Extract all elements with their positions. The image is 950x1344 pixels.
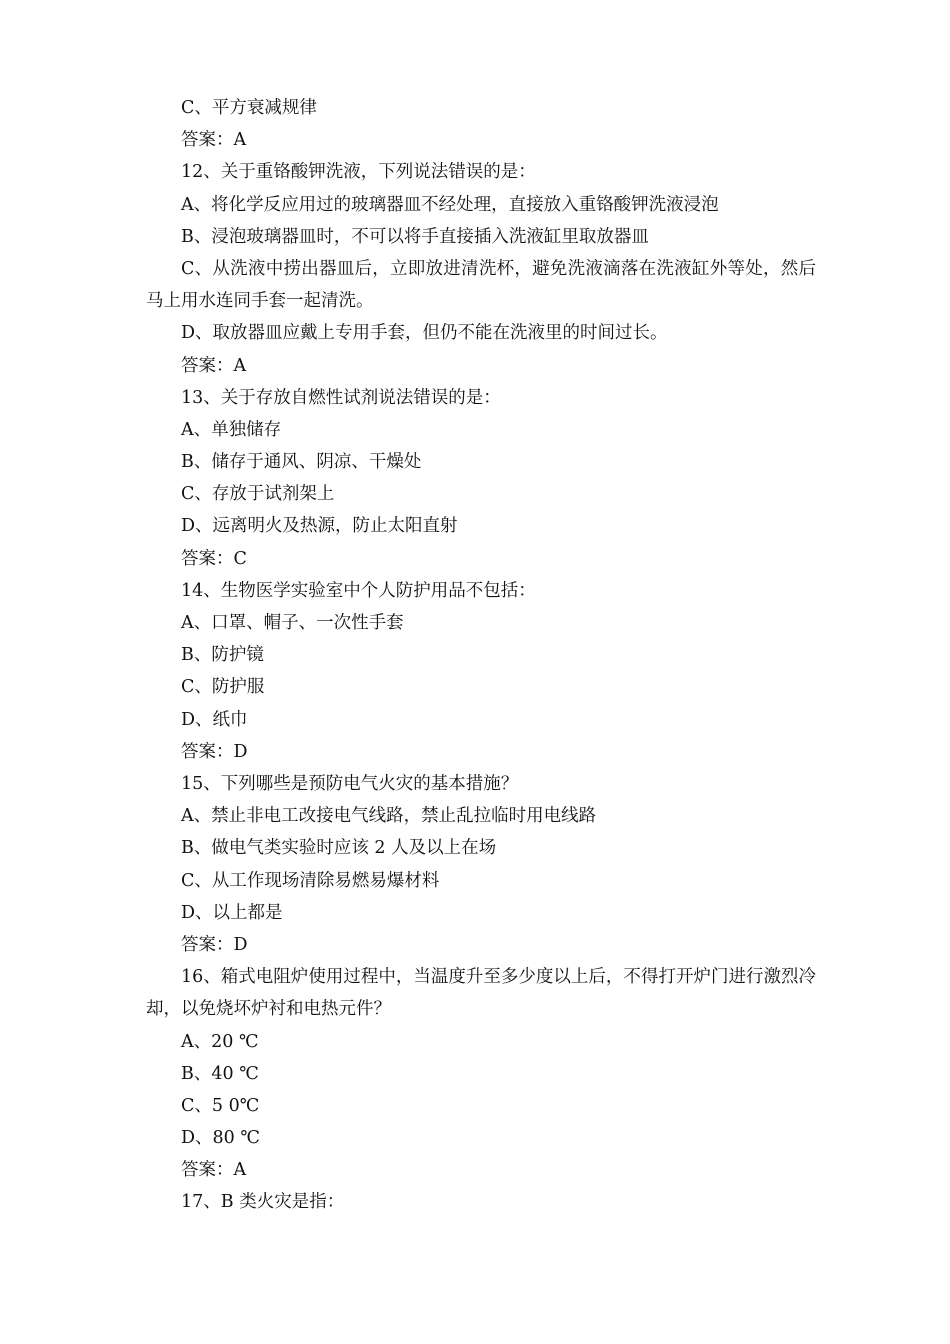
option-line: B、40 ℃ (181, 1063, 259, 1084)
option-line: D、80 ℃ (181, 1128, 260, 1149)
option-line: D、远离明火及热源，防止太阳直射 (181, 516, 458, 537)
answer-line: 答案：D (181, 934, 248, 955)
answer-line: 答案：D (181, 741, 248, 762)
option-line: C、存放于试剂架上 (181, 484, 335, 505)
question-line: 14、生物医学实验室中个人防护用品不包括： (181, 580, 536, 601)
question-line: 13、关于存放自燃性试剂说法错误的是： (181, 387, 501, 408)
option-line: C、从工作现场清除易燃易爆材料 (181, 870, 440, 891)
option-line: A、20 ℃ (181, 1031, 259, 1052)
question-line: 15、下列哪些是预防电气火灾的基本措施？ (181, 773, 519, 794)
option-line: B、防护镜 (181, 645, 264, 666)
question-line: 16、箱式电阻炉使用过程中，当温度升至多少度以上后，不得打开炉门进行激烈冷却，以免烧坏炉衬和电热元件？ (146, 967, 816, 1020)
option-line: A、口罩、帽子、一次性手套 (181, 613, 404, 634)
option-line: D、以上都是 (181, 902, 283, 923)
option-line: C、从洗液中捞出器皿后，立即放进清洗杯，避免洗液滴落在洗液缸外等处，然后马上用水连同手套一起清洗。 (146, 258, 816, 312)
option-line: C、平方衰减规律 (181, 98, 317, 118)
option-line: A、将化学反应用过的玻璃器皿不经处理，直接放入重铬酸钾洗液浸泡 (181, 194, 719, 215)
answer-line: 答案：C (181, 548, 247, 569)
option-line: C、防护服 (181, 677, 265, 698)
option-line: D、取放器皿应戴上专用手套，但仍不能在洗液里的时间过长。 (181, 323, 668, 344)
question-line: 17、B 类火灾是指： (181, 1192, 345, 1213)
question-line: 12、关于重铬酸钾洗液，下列说法错误的是： (181, 162, 536, 183)
option-line: A、禁止非电工改接电气线路，禁止乱拉临时用电线路 (181, 806, 597, 827)
answer-line: 答案：A (181, 355, 247, 376)
option-line: B、浸泡玻璃器皿时，不可以将手直接插入洗液缸里取放器皿 (181, 226, 649, 247)
option-line: C、5 0℃ (181, 1095, 260, 1116)
answer-line: 答案：A (181, 1160, 247, 1181)
answer-line: 答案：A (181, 130, 247, 151)
option-line: B、做电气类实验时应该 2 人及以上在场 (181, 838, 497, 859)
document-body (146, 92, 816, 1219)
option-line: B、储存于通风、阴凉、干燥处 (181, 452, 422, 473)
option-line: A、单独储存 (181, 419, 282, 440)
option-line: D、纸巾 (181, 709, 248, 730)
